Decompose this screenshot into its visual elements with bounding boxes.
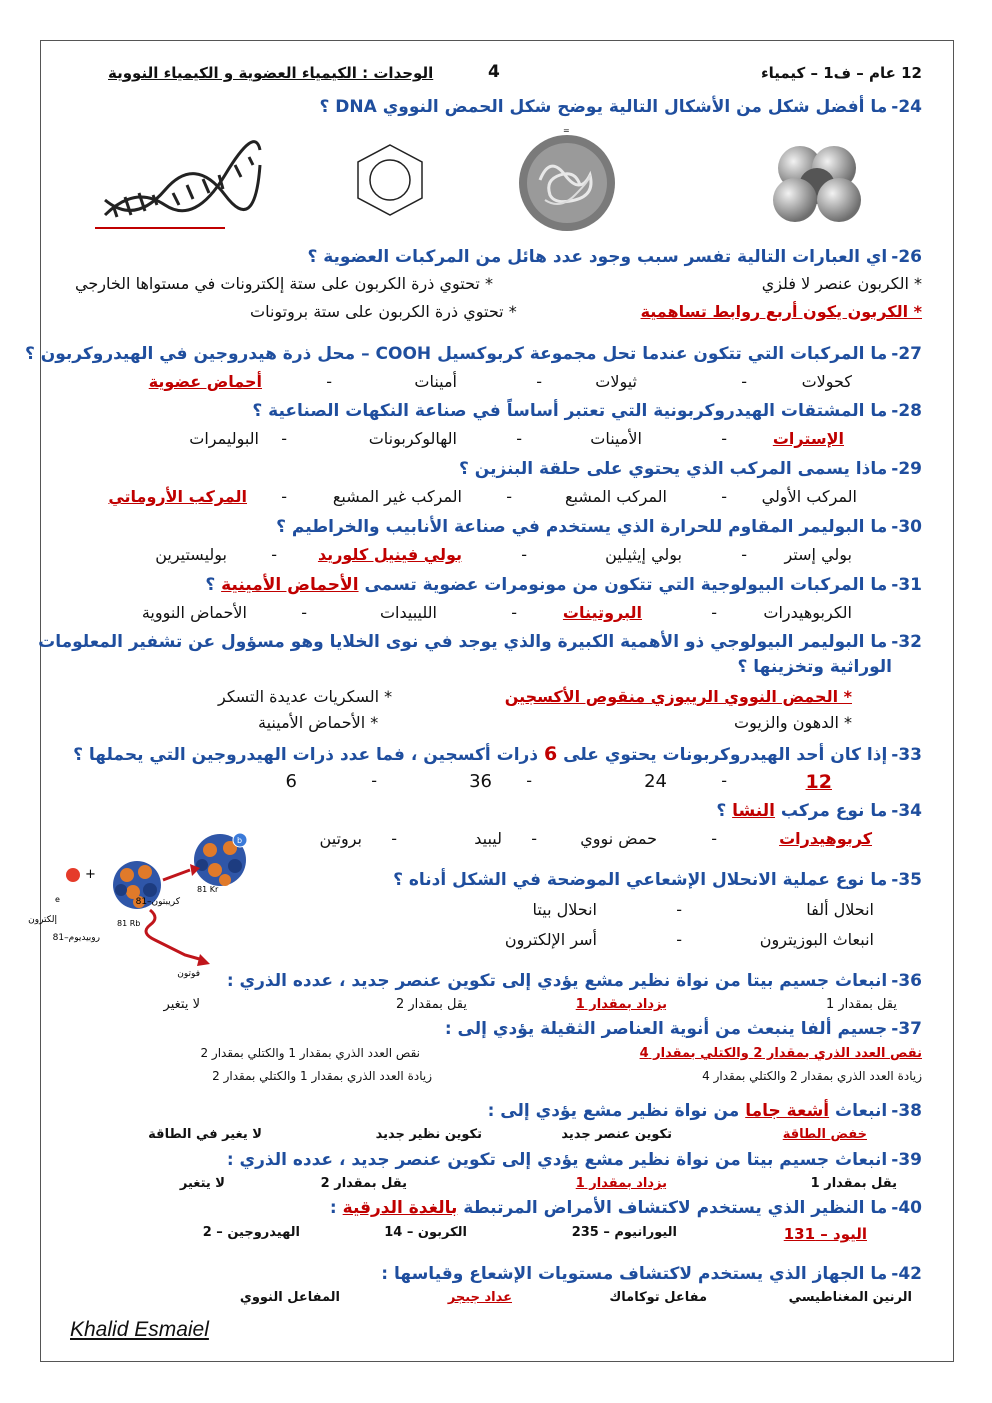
q33-separator-3: -	[371, 771, 377, 790]
question-38: 38-انبعاث أشعة جاما من نواة نظير مشع يؤدي إلى :	[487, 1101, 922, 1121]
question-26: 26-اي العبارات التالية تفسر سبب وجود عدد هائل من المركبات العضوية ؟	[307, 247, 922, 267]
q29-option-1[interactable]: المركب الأولي	[761, 487, 857, 506]
question-34: 34-ما نوع مركب النشا ؟	[716, 801, 922, 821]
question-30: 30-ما البوليمر المقاوم للحرارة الذي يستخدم في صناعة الأنابيب والخراطيم ؟	[276, 517, 922, 537]
q30-separator-3: -	[271, 545, 277, 564]
q30-separator-1: -	[741, 545, 747, 564]
q39-option-4[interactable]: لا يتغير	[179, 1176, 225, 1191]
question-32-line-1: 32-ما البوليمر البيولوجي ذو الأهمية الكبيرة والذي يوجد في نوى الخلايا وهو مسؤول عن تشفير المعلومات	[38, 632, 922, 652]
q37-option-1[interactable]: نقص العدد الذري بمقدار 2 والكتلي بمقدار 4	[639, 1046, 922, 1061]
question-31: 31-ما المركبات البيولوجية التي تتكون من مونومرات عضوية تسمى الأحماض الأمينية ؟	[205, 575, 922, 595]
q36-option-2[interactable]: يزداد بمقدار 1	[575, 997, 667, 1012]
grade-label: 12 عام – ف1 – كيمياء	[760, 64, 922, 82]
q37-option-3[interactable]: زيادة العدد الذري بمقدار 2 والكتلي بمقدار 4	[702, 1069, 922, 1083]
q33-separator-1: -	[721, 771, 727, 790]
q40-option-1[interactable]: اليود – 131	[783, 1225, 867, 1243]
protein-globule-image	[515, 125, 620, 235]
question-35: 35-ما نوع عملية الانحلال الإشعاعي الموضحة في الشكل أدناه ؟	[393, 870, 922, 890]
q36-option-3[interactable]: يقل بمقدار 2	[395, 997, 467, 1012]
label-rubidium: روبيديوم–81	[52, 933, 100, 943]
q28-option-4[interactable]: البوليمرات	[189, 429, 259, 448]
q28-option-2[interactable]: الأمينات	[590, 429, 642, 448]
q40-option-3[interactable]: الكربون – 14	[384, 1225, 467, 1240]
q37-option-2[interactable]: نقص العدد الذري بمقدار 1 والكتلي بمقدار 2	[200, 1046, 420, 1060]
q26-option-4[interactable]: * تحتوي ذرة الكربون على ستة بروتونات	[250, 302, 517, 321]
q33-separator-2: -	[526, 771, 532, 790]
q34-separator-3: -	[391, 829, 397, 848]
q34-separator-2: -	[531, 829, 537, 848]
q37-option-4[interactable]: زيادة العدد الذري بمقدار 1 والكتلي بمقدار 2	[212, 1069, 432, 1083]
svg-text:+: +	[85, 867, 96, 882]
q35-option-1[interactable]: انحلال ألفا	[806, 900, 874, 919]
q34-option-1[interactable]: كربوهيدرات	[779, 829, 872, 848]
q42-option-4[interactable]: المفاعل النووي	[239, 1290, 340, 1305]
page-number: 4	[488, 62, 500, 82]
q33-option-3[interactable]: 36	[469, 771, 492, 792]
q32-option-1[interactable]: * الحمض النووي الريبوزي منقوص الأكسجين	[504, 687, 852, 706]
space-filling-molecule-image	[770, 140, 865, 230]
question-28: 28-ما المشتقات الهيدروكربونية التي تعتبر أساساً في صناعة النكهات الصناعية ؟	[252, 401, 922, 421]
q33-option-2[interactable]: 24	[644, 771, 667, 792]
q28-separator-2: -	[516, 429, 522, 448]
question-33: 33-إذا كان أحد الهيدروكربونات يحتوي على 6 ذرات أكسجين ، فما عدد ذرات الهيدروجين التي يحملها ؟	[73, 743, 922, 765]
q28-option-3[interactable]: الهالوكربونات	[368, 429, 457, 448]
q35-option-2[interactable]: انحلال بيتا	[532, 900, 597, 919]
label-photon: فوتون	[177, 969, 200, 979]
benzene-ring-image	[350, 140, 430, 220]
q39-option-1[interactable]: يقل بمقدار 1	[810, 1176, 897, 1191]
electron-capture-figure	[28, 830, 290, 980]
q34-option-2[interactable]: حمض نووي	[580, 829, 657, 848]
q31-option-4[interactable]: الأحماض النووية	[141, 603, 247, 622]
question-24: 24-ما أفضل شكل من الأشكال التالية يوضح شكل الحمض النووي DNA ؟	[319, 97, 922, 117]
author-signature: Khalid Esmaiel	[70, 1318, 209, 1341]
q29-separator-2: -	[506, 487, 512, 506]
q31-separator-2: -	[511, 603, 517, 622]
svg-text:b: b	[237, 836, 243, 845]
q27-option-1[interactable]: كحولات	[801, 372, 852, 391]
q35-option-3[interactable]: انبعاث البوزيترون	[759, 930, 874, 949]
q35-option-4[interactable]: أسر الإلكترون	[504, 930, 597, 949]
q26-option-2[interactable]: * تحتوي ذرة الكربون على ستة إلكترونات في مستواها الخارجي	[75, 274, 493, 293]
question-27: 27-ما المركبات التي تتكون عندما تحل مجموعة كربوكسيل COOH – محل ذرة هيدروجين في الهيدروكربون ؟	[24, 344, 922, 364]
question-40: 40-ما النظير الذي يستخدم لاكتشاف الأمراض المرتبطة بالغدة الدرقية :	[329, 1198, 922, 1218]
svg-text:81 Kr: 81 Kr	[197, 885, 219, 894]
q34-option-3[interactable]: ليبيد	[474, 829, 502, 848]
q28-option-1[interactable]: الإسترات	[772, 429, 844, 448]
q27-option-3[interactable]: أمينات	[414, 372, 457, 391]
q36-option-4[interactable]: لا يتغير	[163, 997, 200, 1012]
q30-option-4[interactable]: بوليستيرين	[155, 545, 227, 564]
q32-option-3[interactable]: * الدهون والزيوت	[734, 713, 852, 732]
q29-option-2[interactable]: المركب المشبع	[565, 487, 667, 506]
kr-nucleus	[194, 833, 247, 886]
units-title: الوحدات : الكيمياء العضوية و الكيمياء النووية	[108, 64, 434, 82]
q38-option-2[interactable]: تكوين عنصر جديد	[561, 1127, 672, 1142]
q31-separator-3: -	[301, 603, 307, 622]
q26-option-3[interactable]: * الكربون يكون أربع روابط تساهمية	[640, 302, 922, 321]
q33-option-4[interactable]: 6	[285, 771, 297, 792]
question-42: 42-ما الجهاز الذي يستخدم لاكتشاف مستويات الإشعاع وقياسها :	[381, 1264, 922, 1284]
q42-option-2[interactable]: مفاعل توكاماك	[609, 1290, 707, 1305]
q30-separator-2: -	[521, 545, 527, 564]
question-39: 39-انبعاث جسيم بيتا من نواة نظير مشع يؤدي إلى تكوين عنصر جديد ، عدده الذري :	[226, 1150, 922, 1170]
q27-option-4[interactable]: أحماض عضوية	[148, 372, 262, 391]
q38-option-4[interactable]: لا يغير في الطاقة	[148, 1127, 262, 1142]
q31-option-2[interactable]: البروتينات	[562, 603, 642, 622]
q32-option-2[interactable]: * السكريات عديدة التسكر	[218, 687, 393, 706]
q31-option-1[interactable]: الكربوهيدرات	[763, 603, 852, 622]
q30-option-2[interactable]: بولي إيثيلين	[605, 545, 682, 564]
q27-separator-1: -	[741, 372, 747, 391]
q38-option-1[interactable]: خفض الطاقة	[782, 1127, 867, 1142]
q26-option-1[interactable]: * الكربون عنصر لا فلزي	[761, 274, 922, 293]
q27-option-2[interactable]: ثيولات	[595, 372, 637, 391]
q29-separator-1: -	[721, 487, 727, 506]
q30-option-3[interactable]: بولي فينيل كلوريد	[317, 545, 462, 564]
q39-option-2[interactable]: يزداد بمقدار 1	[575, 1176, 667, 1191]
q33-option-1[interactable]: 12	[805, 771, 832, 793]
question-32-line-2: الوراثية وتخزينها ؟	[737, 657, 892, 677]
q28-separator-1: -	[721, 429, 727, 448]
question-36: 36-انبعاث جسيم بيتا من نواة نظير مشع يؤدي إلى تكوين عنصر جديد ، عدده الذري :	[226, 971, 922, 991]
q40-option-4[interactable]: الهيدروجين – 2	[202, 1225, 300, 1240]
q27-separator-2: -	[536, 372, 542, 391]
question-29: 29-ماذا يسمى المركب الذي يحتوي على حلقة البنزين ؟	[458, 459, 922, 479]
q40-option-2[interactable]: اليورانيوم – 235	[571, 1225, 677, 1240]
q35-separator-1: -	[676, 900, 682, 919]
q39-option-3[interactable]: يقل بمقدار 2	[320, 1176, 407, 1191]
q31-option-3[interactable]: الليبيدات	[379, 603, 437, 622]
q27-separator-3: -	[326, 372, 332, 391]
q32-option-4[interactable]: * الأحماض الأمينية	[258, 713, 379, 732]
q31-separator-1: -	[711, 603, 717, 622]
dna-helix-image	[95, 135, 265, 235]
q42-option-1[interactable]: الرنين المغناطيسي	[788, 1290, 912, 1305]
q29-option-4[interactable]: المركب الأروماتي	[108, 487, 247, 506]
q38-option-3[interactable]: تكوين نظير جديد	[375, 1127, 482, 1142]
label-electron: إلكترون	[28, 915, 57, 925]
q34-option-4[interactable]: بروتين	[319, 829, 362, 848]
q42-option-3[interactable]: عداد جيجر	[447, 1290, 512, 1305]
svg-text:e: e	[55, 895, 60, 904]
svg-text:81 Rb: 81 Rb	[117, 919, 141, 928]
q30-option-1[interactable]: بولي إستر	[784, 545, 852, 564]
q28-separator-3: -	[281, 429, 287, 448]
svg-text:=: =	[563, 126, 570, 135]
q29-separator-3: -	[281, 487, 287, 506]
q34-separator-1: -	[711, 829, 717, 848]
q29-option-3[interactable]: المركب غير المشبع	[332, 487, 462, 506]
q36-option-1[interactable]: يقل بمقدار 1	[825, 997, 897, 1012]
question-37: 37-جسيم ألفا ينبعث من أنوية العناصر الثقيلة يؤدي إلى :	[444, 1019, 922, 1039]
q35-separator-2: -	[676, 930, 682, 949]
label-krypton: كريبتون–81	[135, 897, 180, 907]
